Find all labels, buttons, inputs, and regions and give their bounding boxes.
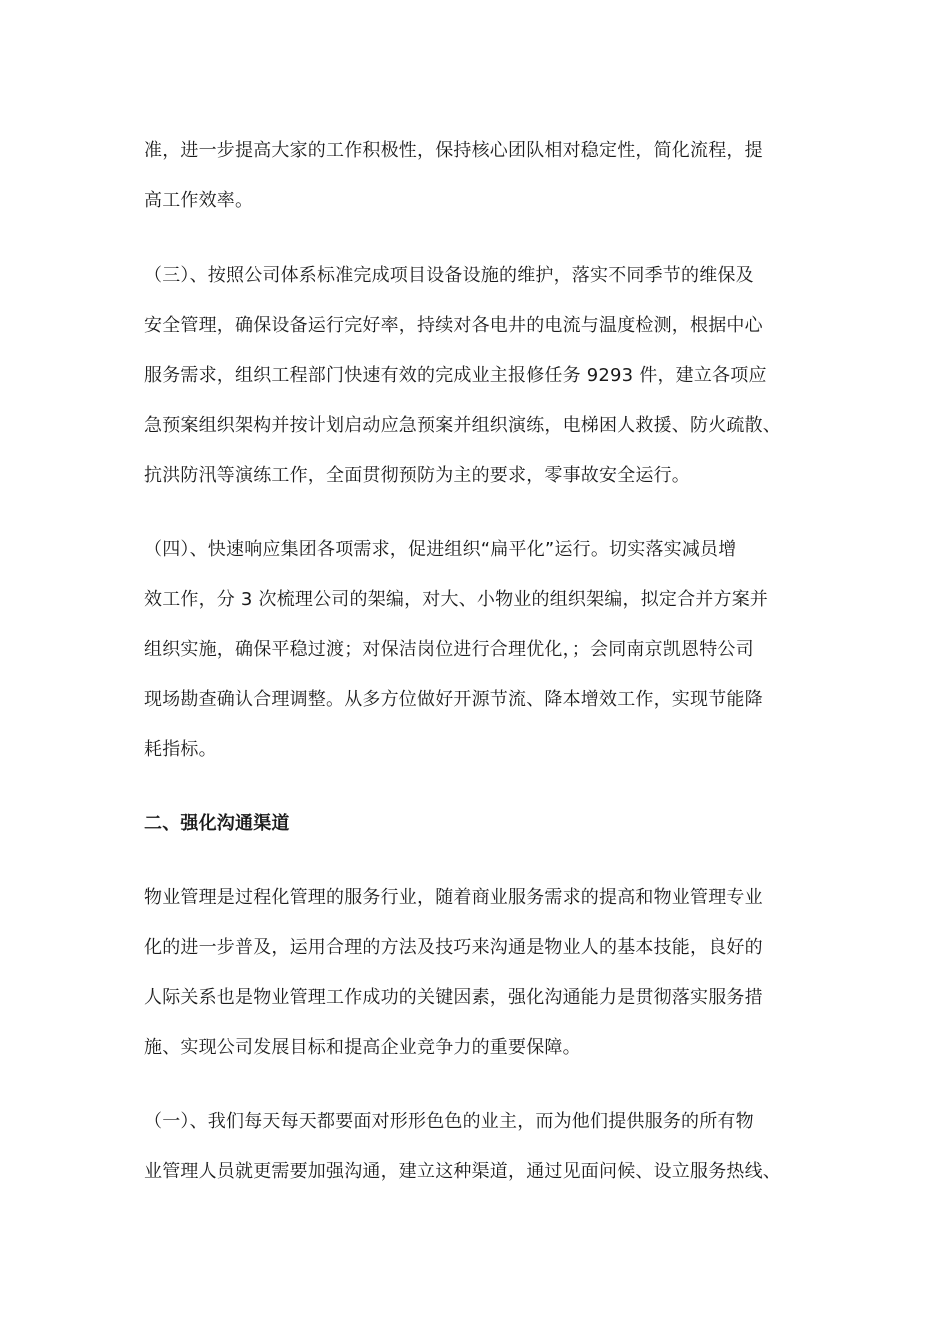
section-heading: 二、强化沟通渠道 bbox=[144, 813, 290, 834]
paragraph-3-line-5: 耗指标。 bbox=[144, 739, 217, 760]
paragraph-4-line-4: 施、实现公司发展目标和提高企业竞争力的重要保障。 bbox=[144, 1037, 581, 1058]
paragraph-2-line-3: 服务需求，组织工程部门快速有效的完成业主报修任务 9293 件，建立各项应 bbox=[144, 365, 767, 386]
paragraph-2-line-1: （三）、按照公司体系标准完成项目设备设施的维护，落实不同季节的维保及 bbox=[144, 265, 754, 286]
paragraph-5-line-1: （一）、我们每天每天都要面对形形色色的业主，而为他们提供服务的所有物 bbox=[144, 1111, 754, 1132]
paragraph-1-line-1: 准，进一步提高大家的工作积极性，保持核心团队相对稳定性，简化流程，提 bbox=[144, 140, 763, 161]
paragraph-1-line-2: 高工作效率。 bbox=[144, 190, 254, 211]
paragraph-3-line-1: （四）、快速响应集团各项需求，促进组织“扁平化”运行。切实落实减员增 bbox=[144, 539, 737, 560]
paragraph-2-line-4: 急预案组织架构并按计划启动应急预案并组织演练，电梯困人救援、防火疏散、 bbox=[144, 415, 781, 436]
paragraph-2-line-5: 抗洪防汛等演练工作，全面贯彻预防为主的要求，零事故安全运行。 bbox=[144, 465, 690, 486]
paragraph-4-line-1: 物业管理是过程化管理的服务行业，随着商业服务需求的提高和物业管理专业 bbox=[144, 887, 763, 908]
paragraph-4-line-3: 人际关系也是物业管理工作成功的关键因素，强化沟通能力是贯彻落实服务措 bbox=[144, 987, 763, 1008]
paragraph-3-line-3: 组织实施，确保平稳过渡；对保洁岗位进行合理优化，；会同南京凯恩特公司 bbox=[144, 639, 754, 660]
paragraph-2-line-2: 安全管理，确保设备运行完好率，持续对各电井的电流与温度检测，根据中心 bbox=[144, 315, 763, 336]
paragraph-5-line-2: 业管理人员就更需要加强沟通，建立这种渠道，通过见面问候、设立服务热线、 bbox=[144, 1161, 781, 1182]
paragraph-3-line-4: 现场勘查确认合理调整。从多方位做好开源节流、降本增效工作，实现节能降 bbox=[144, 689, 763, 710]
paragraph-3-line-2: 效工作，分 3 次梳理公司的架编，对大、小物业的组织架编，拟定合并方案并 bbox=[144, 589, 769, 610]
paragraph-4-line-2: 化的进一步普及，运用合理的方法及技巧来沟通是物业人的基本技能，良好的 bbox=[144, 937, 763, 958]
